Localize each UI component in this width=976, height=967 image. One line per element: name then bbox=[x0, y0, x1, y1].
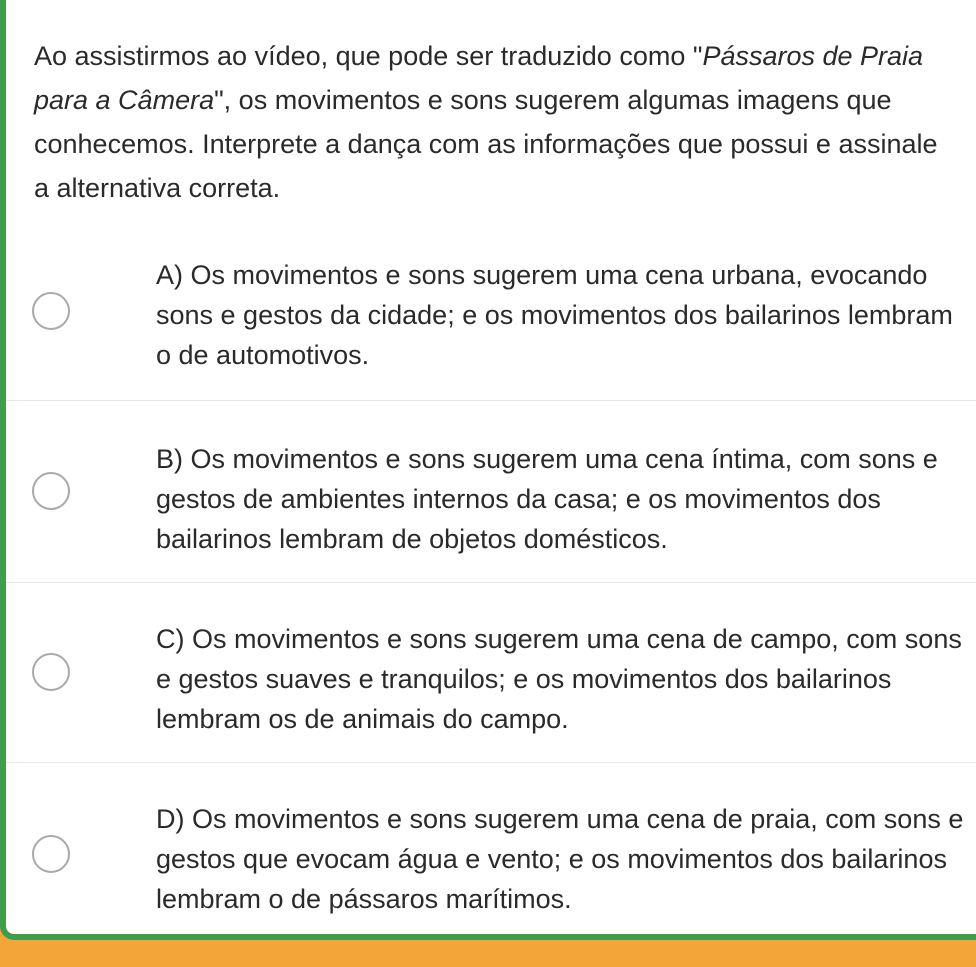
option-b-label: B) Os movimentos e sons sugerem uma cena íntima, com sons e gestos de ambientes internos da casa; e os movimentos dos bailarinos lembram de objetos domésticos. bbox=[156, 444, 938, 554]
option-d[interactable] bbox=[6, 762, 976, 934]
option-a[interactable] bbox=[6, 250, 976, 401]
radio-option-b[interactable] bbox=[32, 472, 70, 510]
video-title: Pássaros de Praia para a Câmera bbox=[34, 41, 924, 115]
question-text-part1: Ao assistirmos ao vídeo, que pode ser traduzido como " bbox=[34, 41, 703, 71]
option-a-label: A) Os movimentos e sons sugerem uma cena urbana, evocando sons e gestos da cidade; e os movimentos dos bailarinos lembram o de automotivos. bbox=[156, 260, 953, 370]
question-text bbox=[34, 34, 954, 210]
radio-option-c[interactable] bbox=[32, 653, 70, 691]
option-c-label: C) Os movimentos e sons sugerem uma cena de campo, com sons e gestos suaves e tranquilos; e os movimentos dos bailarinos lembram os de animais do campo. bbox=[156, 624, 962, 734]
radio-option-d[interactable] bbox=[32, 835, 70, 873]
question-text-part2: ", os movimentos e sons sugerem algumas imagens que conhecemos. Interprete a dança com as informações que possui e assinale a alternativa correta. bbox=[34, 85, 938, 203]
option-b[interactable] bbox=[6, 400, 976, 583]
option-d-label: D) Os movimentos e sons sugerem uma cena de praia, com sons e gestos que evocam água e vento; e os movimentos dos bailarinos lembram o de pássaros marítimos. bbox=[156, 804, 964, 914]
option-c[interactable] bbox=[6, 582, 976, 763]
radio-option-a[interactable] bbox=[32, 292, 70, 330]
